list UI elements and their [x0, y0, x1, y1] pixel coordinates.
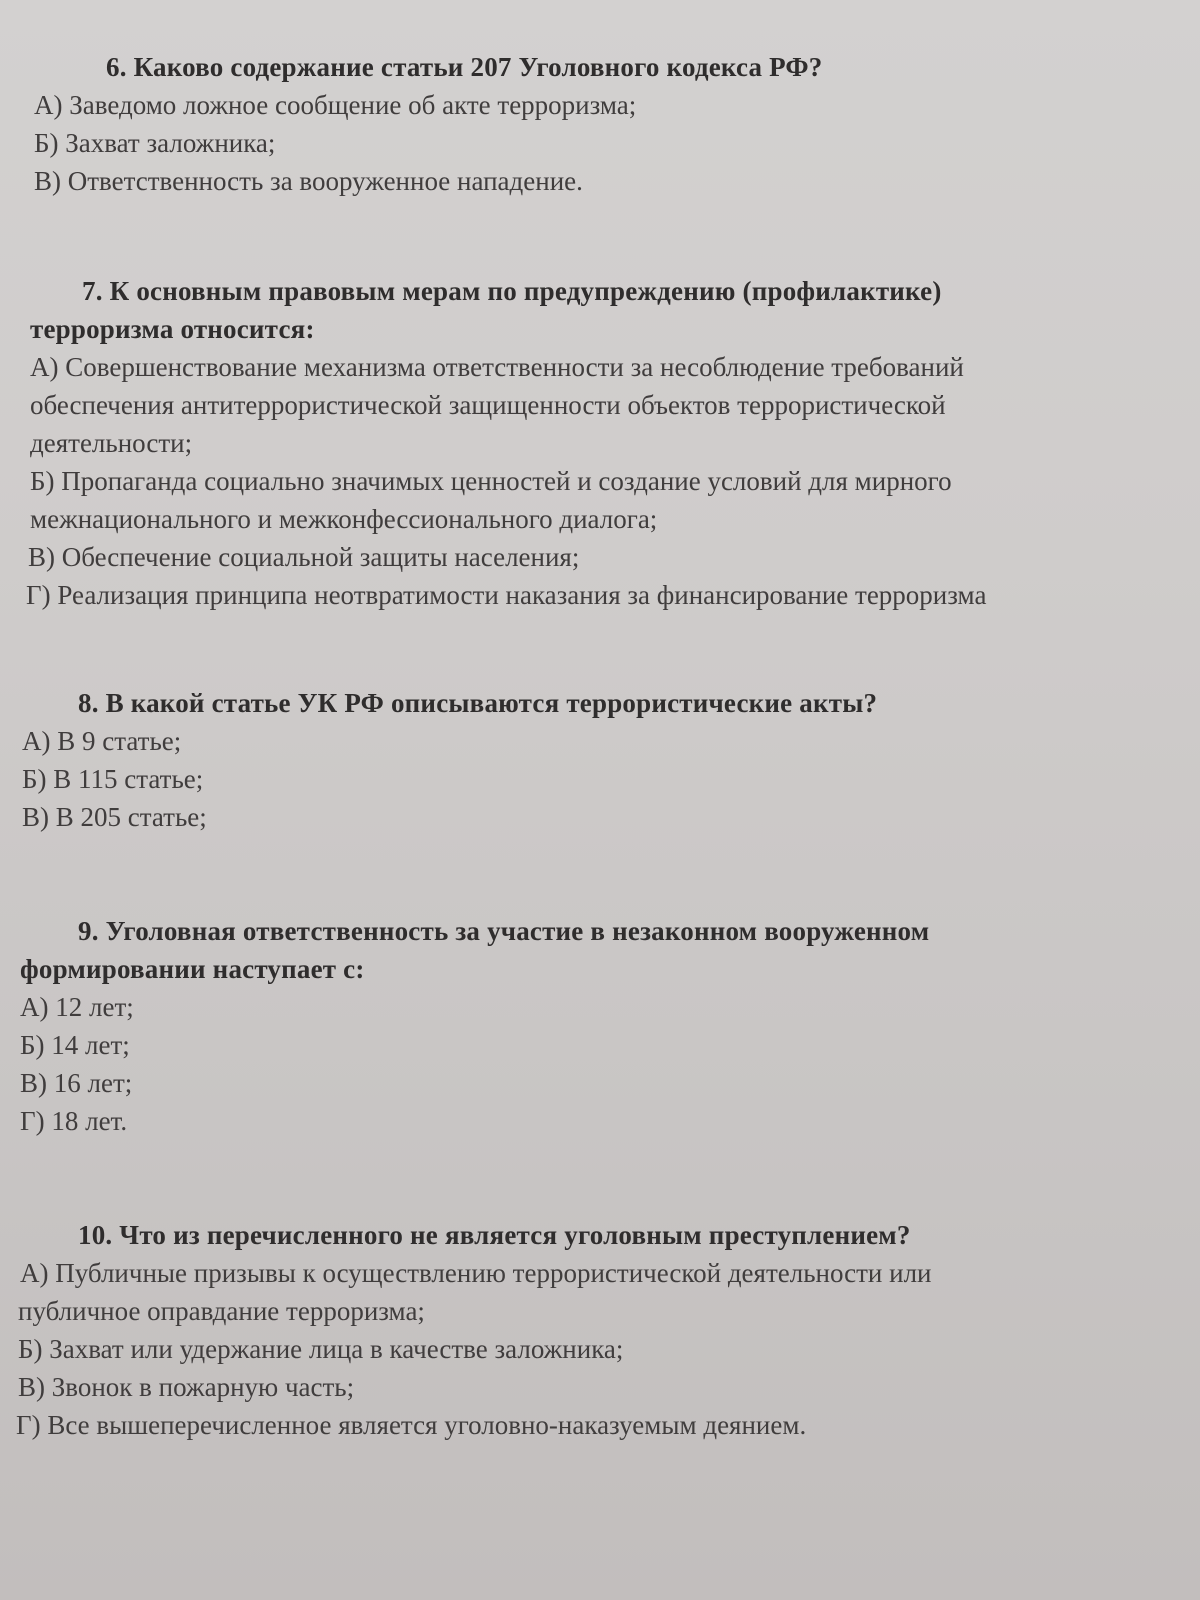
question-9-option-c: В) 16 лет; [20, 1068, 133, 1098]
question-9-title-line-1: 9. Уголовная ответственность за участие в незаконном вооруженном [78, 916, 930, 946]
question-8-title: 8. В какой статье УК РФ описываются террористические акты? [78, 688, 878, 718]
question-8 [0, 684, 1200, 836]
question-9-option-a: А) 12 лет; [20, 992, 134, 1022]
question-7-title-line-1: 7. К основным правовым мерам по предупреждению (профилактике) [82, 276, 942, 306]
question-10-title: 10. Что из перечисленного не является уголовным преступлением? [78, 1220, 911, 1250]
question-9-option-b: Б) 14 лет; [20, 1030, 130, 1060]
question-7-option-c: В) Обеспечение социальной защиты населения; [28, 542, 580, 572]
question-7-option-a-line-2: обеспечения антитеррористической защищенности объектов террористической [30, 390, 946, 420]
question-10-option-d: Г) Все вышеперечисленное является уголовно-наказуемым деянием. [16, 1410, 807, 1440]
question-6-option-c: В) Ответственность за вооруженное нападение. [34, 166, 583, 196]
question-7-option-b-line-2: межнационального и межконфессионального диалога; [30, 504, 658, 534]
question-9-title-line-2: формировании наступает с: [20, 954, 365, 984]
question-7 [0, 272, 1200, 614]
question-8-option-c: В) В 205 статье; [22, 802, 207, 832]
question-7-option-b-line-1: Б) Пропаганда социально значимых ценностей и создание условий для мирного [30, 466, 952, 496]
question-6 [0, 48, 1200, 200]
question-8-option-b: Б) В 115 статье; [22, 764, 204, 794]
question-6-option-a: А) Заведомо ложное сообщение об акте терроризма; [34, 90, 637, 120]
question-10-option-a-line-2: публичное оправдание терроризма; [18, 1296, 425, 1326]
question-6-option-b: Б) Захват заложника; [34, 128, 276, 158]
question-10-option-a-line-1: А) Публичные призывы к осуществлению террористической деятельности или [20, 1258, 932, 1288]
question-9-option-d: Г) 18 лет. [20, 1106, 128, 1136]
question-10-option-b: Б) Захват или удержание лица в качестве заложника; [18, 1334, 624, 1364]
question-7-option-a-line-1: А) Совершенствование механизма ответственности за несоблюдение требований [30, 352, 964, 382]
question-10 [0, 1216, 1200, 1444]
question-6-title: 6. Каково содержание статьи 207 Уголовного кодекса РФ? [106, 52, 823, 82]
question-9 [0, 912, 1200, 1140]
question-7-option-d: Г) Реализация принципа неотвратимости наказания за финансирование терроризма [26, 580, 987, 610]
question-7-title-line-2: терроризма относится: [30, 314, 315, 344]
question-10-option-c: В) Звонок в пожарную часть; [18, 1372, 355, 1402]
question-7-option-a-line-3: деятельности; [30, 428, 193, 458]
question-8-option-a: А) В 9 статье; [22, 726, 182, 756]
